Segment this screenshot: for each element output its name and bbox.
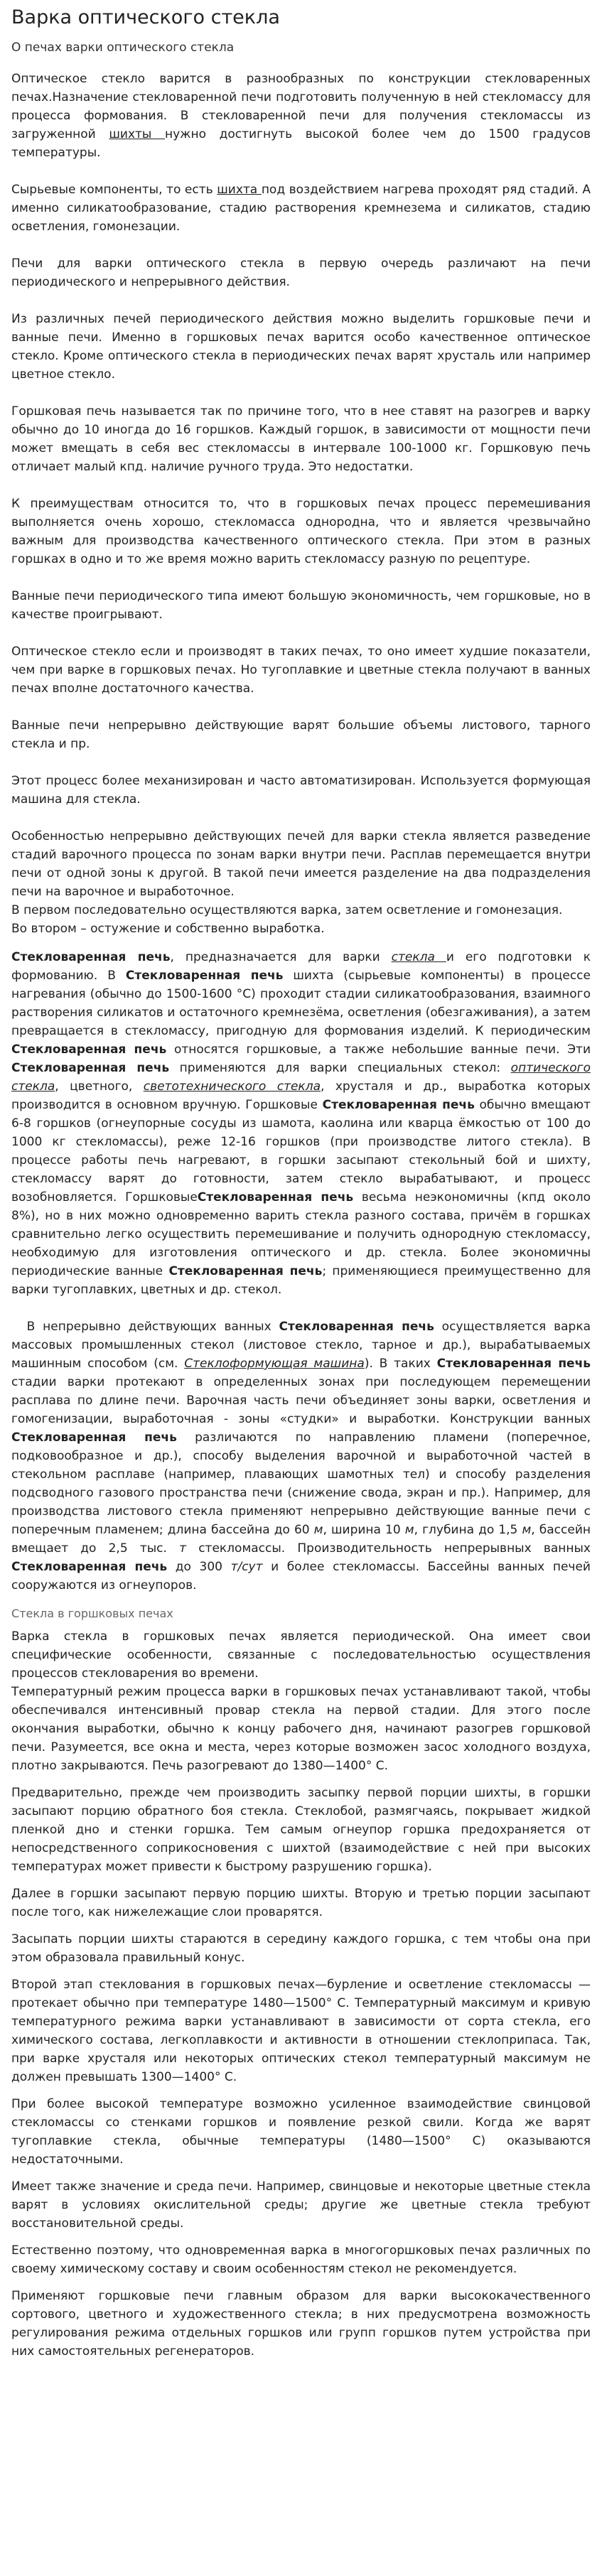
paragraph: Предварительно, прежде чем производить засыпку первой порции шихты, в горшки засыпают порцию обратного боя стекла. Стеклобой, размягчаясь, покрывает жидкой пленкой дно и стенки горшка. Тем самым огнеупор горшка предохраняется от непосредственного соприкосновения с шихтой (взаимодействие с ней при высоких температурах может привести к быстрому разрушению горшка). bbox=[11, 1786, 591, 1874]
paragraph-optical-in-tank: Оптическое стекло если и производят в таких печах, то оно имеет худшие показатели, чем при варке в горшковых печах. Но тугоплавкие и цветные стекла получают в ванных печах вполне достаточного качества. bbox=[11, 645, 591, 696]
link-shihta[interactable]: шихты bbox=[109, 127, 165, 141]
paragraph-furnace-types: Печи для варки оптического стекла в первую очередь различают на печи периодического и непрерывного действия. bbox=[11, 257, 591, 289]
text: и более стекломассы. Бассейны ванных печей сооружаются из огнеупоров. bbox=[11, 1560, 591, 1593]
text: весьма неэкономичны (кпд около 8%), но в них можно одновременно варить стекла разного состава, причём в горшках сравнительно легко осуществить перемешивание и получить однородную стекломассу, необходимую для изготовления оптического и др. стекла. Более экономичны периодические ванные bbox=[11, 1190, 591, 1278]
section-title-pot-furnaces: Стекла в горшковых печах bbox=[11, 1607, 173, 1620]
text: нужно достигнуть высокой более чем до 1500 градусов температуры. bbox=[11, 127, 591, 160]
text: стадии варки протекают в определенных зонах при последующем перемещении расплава по длине печи. Варочная часть печи объединяет зоны варки, осветления и гомогенизации, выработочная - зоны «студки» и выработки. Конструкции ванных bbox=[11, 1375, 591, 1426]
term: Стекловаренная печь bbox=[11, 1042, 167, 1057]
paragraph: Второй этап стеклования в горшковых печах—бурление и осветление стекломассы — протекает обычно при температуре 1480—1500° С. Температурный максимум и кривую температурного режима варки устанавливают в зависимости от сорта стекла, его химического состава, легкоплавкости и активности в отношении стеклоприпаса. Так, при варке хрусталя или некоторых оптических стекол температурный максимум не должен превышать 1300—1400° С. bbox=[11, 1978, 591, 2084]
text: , предназначается для варки bbox=[170, 950, 392, 964]
paragraph: При более высокой температуре возможно усиленное взаимодействие свинцовой стекломассы со стенками горшков и появление резкой свили. Когда же варят тугоплавкие стекла, обычные температуры (1480—1500° С) оказываются недостаточными. bbox=[11, 2097, 591, 2167]
term: Стекловаренная печь bbox=[322, 1098, 475, 1112]
text: ). В таких bbox=[364, 1357, 437, 1371]
text: относятся горшковые, а также небольшие ванные печи. Эти bbox=[166, 1042, 591, 1057]
link-glass[interactable]: стекла bbox=[391, 950, 446, 964]
paragraph: Естественно поэтому, что одновременная варка в многогоршковых печах различных по своему химическому составу и своим особенностям стекол не рекомендуется. bbox=[11, 2243, 591, 2276]
paragraph: Далее в горшки засыпают первую порцию шихты. Вторую и третью порции засыпают после того, как нижележащие слои проварятся. bbox=[11, 1887, 591, 1919]
text: осуществляется варка массовых промышленных стекол (листовое стекло, тарное и др.), вырабатываемых машинным способом (см. bbox=[11, 1320, 591, 1371]
unit: м bbox=[404, 1523, 414, 1537]
paragraph-advantages: К преимуществам относится то, что в горшковых печах процесс перемешивания выполняется очень хорошо, стекломасса однородна, что и является чрезвычайно важным для производства качественного оптического стекла. При этом в разных горшках в одно и то же время можно варить стекломассу разную по рецептуре. bbox=[11, 497, 591, 566]
paragraph: Применяют горшковые печи главным образом для варки высококачественного сортового, цветного и художественного стекла; в них предусмотрена возможность регулирования режима отдельных горшков или групп горшков путем устройства при них самостоятельных регенераторов. bbox=[11, 2289, 591, 2359]
term: Стекловаренная печь bbox=[11, 1061, 170, 1075]
term: Стекловаренная печь bbox=[11, 950, 171, 964]
paragraph: Засыпать порции шихты стараются в середину каждого горшка, с тем чтобы она при этом образовала правильный конус. bbox=[11, 1932, 591, 1965]
paragraph-tank-periodic: Ванные печи периодического типа имеют большую экономичность, чем горшковые, но в качестве проигрывают. bbox=[11, 589, 591, 622]
text: шихта (сырьевые компоненты) в процессе нагревания (обычно до 1500-1600 °С) проходит стадии силикатообразования, взаимного растворения силикатов и остаточного кремнезёма, осветления (обезгаживания), а затем превращается в стекломассу, пригодную для формования изделий. К периодическим bbox=[11, 969, 591, 1038]
paragraph-second-section: Во втором – остужение и собственно выработка. bbox=[11, 922, 325, 936]
text: , цветного, bbox=[55, 1079, 144, 1094]
paragraph-periodic: Из различных печей периодического действия можно выделить горшковые печи и ванные печи. Именно в горшковых печах варится особо качественное оптическое стекло. Кроме оптического стекла в периодических печах варят хрусталь или например цветное стекло. bbox=[11, 312, 591, 382]
term: Стекловаренная печь bbox=[197, 1190, 354, 1205]
text: под воздействием нагрева проходят ряд стадий. А именно силикатообразование, стадию растворения кремнезема и силикатов, стадию осветления, гомонезации. bbox=[11, 183, 591, 234]
link-optical-glass[interactable]: оптического стекла bbox=[11, 1061, 591, 1094]
section-pot-furnaces bbox=[11, 1627, 591, 2361]
term: Стекловаренная печь bbox=[168, 1264, 323, 1278]
unit: т bbox=[179, 1541, 187, 1556]
text: , глубина до 1,5 bbox=[414, 1523, 522, 1537]
text: применяются для варки специальных стекол: bbox=[169, 1061, 511, 1075]
paragraph: Варка стекла в горшковых печах является периодической. Она имеет свои специфические особенности, связанные с последовательностью осуществления процессов стекловарения во времени. bbox=[11, 1629, 591, 1681]
unit: т/сут bbox=[230, 1560, 263, 1574]
text: В непрерывно действующих ванных bbox=[11, 1320, 279, 1334]
article-subtitle: О печах варки оптического стекла bbox=[11, 41, 235, 55]
link-forming-machine[interactable]: Стеклоформующая машина bbox=[184, 1357, 365, 1371]
unit: м bbox=[522, 1523, 532, 1537]
paragraph-continuous: Ванные печи непрерывно действующие варят большие объемы листового, тарного стекла и пр. bbox=[11, 718, 591, 751]
paragraph: Температурный режим процесса варки в горшковых печах устанавливают такой, чтобы обеспечивался интенсивный провар стекла на первой стадии. Для этого после окончания выработки, обычно к концу рабочего дня, начинают разогрев горшковой печи. Разумеется, все окна и места, через которые возможен засос холодного воздуха, плотно закрываются. Печь разогревают до 1380—1400° С. bbox=[11, 1685, 591, 1773]
paragraph-automation: Этот процесс более механизирован и часто автоматизирован. Используется формующая машина для стекла. bbox=[11, 774, 591, 807]
term: Стекловаренная печь bbox=[279, 1320, 434, 1334]
text: , хрусталя и др., выработка которых производится в основном вручную. Горшковые bbox=[11, 1079, 591, 1112]
term: Стекловаренная печь bbox=[11, 1560, 168, 1574]
text: стекломассы. Производительность непрерывных ванных bbox=[186, 1541, 591, 1556]
paragraph-raw-materials bbox=[11, 180, 591, 236]
text: обычно вмещают 6-8 горшков (огнеупорные сосуды из шамота, каолина или кварца ёмкостью от 100 до 1000 кг стекломассы), реже 12-16 горшков (при производстве литого стекла). В процессе работы печь нагревают, в горшки засыпают стекольный бой и шихту, стекломассу варят до готовности, затем стекло вырабатывают, и процесс возобновляется. Горшковые bbox=[11, 1098, 591, 1205]
paragraph-continuous-features: Особенностью непрерывно действующих печей для варки стекла является разведение стадий варочного процесса по зонам варки внутри печи. Расплав перемещается внутри печи от одной зоны к другой. В такой печи имеется разделение на два подразделения печи на варочное и выработочное. bbox=[11, 829, 591, 899]
text: , бассейн вмещает до 2,5 тыс. bbox=[11, 1523, 591, 1556]
term: Стекловаренная печь bbox=[11, 1430, 177, 1445]
paragraph: Имеет также значение и среда печи. Например, свинцовые и некоторые цветные стекла варят в условиях окислительной среды; другие же цветные стекла требуют восстановительной среды. bbox=[11, 2179, 591, 2231]
paragraph-continuous-tank-furnaces bbox=[11, 1317, 591, 1595]
text: , ширина 10 bbox=[323, 1523, 405, 1537]
link-shihta-2[interactable]: шихта bbox=[217, 183, 262, 197]
text: Сырьевые компоненты, то есть bbox=[11, 183, 217, 197]
text: и его подготовки к формованию. В bbox=[11, 950, 591, 983]
term: Стекловаренная печь bbox=[436, 1357, 591, 1371]
link-lighting-glass[interactable]: светотехнического стекла bbox=[143, 1079, 321, 1094]
paragraph-glass-furnace-definition bbox=[11, 948, 591, 1299]
term: Стекловаренная печь bbox=[125, 969, 284, 983]
paragraph-intro bbox=[11, 70, 591, 162]
page-title: Варка оптического стекла bbox=[11, 6, 280, 28]
paragraph-first-section: В первом последовательно осуществляются варка, затем осветление и гомонезация. bbox=[11, 903, 563, 917]
text: Оптическое стекло варится в разнообразных по конструкции стекловаренных печах.Назначение стекловаренной печи подготовить полученную в ней стекломассу для процесса формования. В стекловаренной печи для получения стекломассы из загруженной bbox=[11, 72, 591, 141]
text: ; применяющиеся преимущественно для варки тугоплавких, цветных и др. стекол. bbox=[11, 1264, 591, 1297]
unit: м bbox=[313, 1523, 323, 1537]
text: до 300 bbox=[167, 1560, 231, 1574]
paragraph-pot-furnace: Горшковая печь называется так по причине того, что в нее ставят на разогрев и варку обычно до 10 иногда до 16 горшков. Каждый горшок, в зависимости от мощности печи может вмещать в себя вес стекломассы в интервале 100-1000 кг. Горшковую печь отличает малый кпд. наличие ручного труда. Это недостатки. bbox=[11, 404, 591, 474]
text: различаются по направлению пламени (поперечное, подковообразное и др.), способу выделения варочной и выработочной частей в стекольном расплаве (например, плавающих шамотных тел) и способу разделения подсводного газового пространства печи (снижение свода, экран и пр.). Например, для производства листового стекла применяют непрерывно действующие ванные печи с поперечным пламенем; длина бассейна до 60 bbox=[11, 1430, 591, 1537]
